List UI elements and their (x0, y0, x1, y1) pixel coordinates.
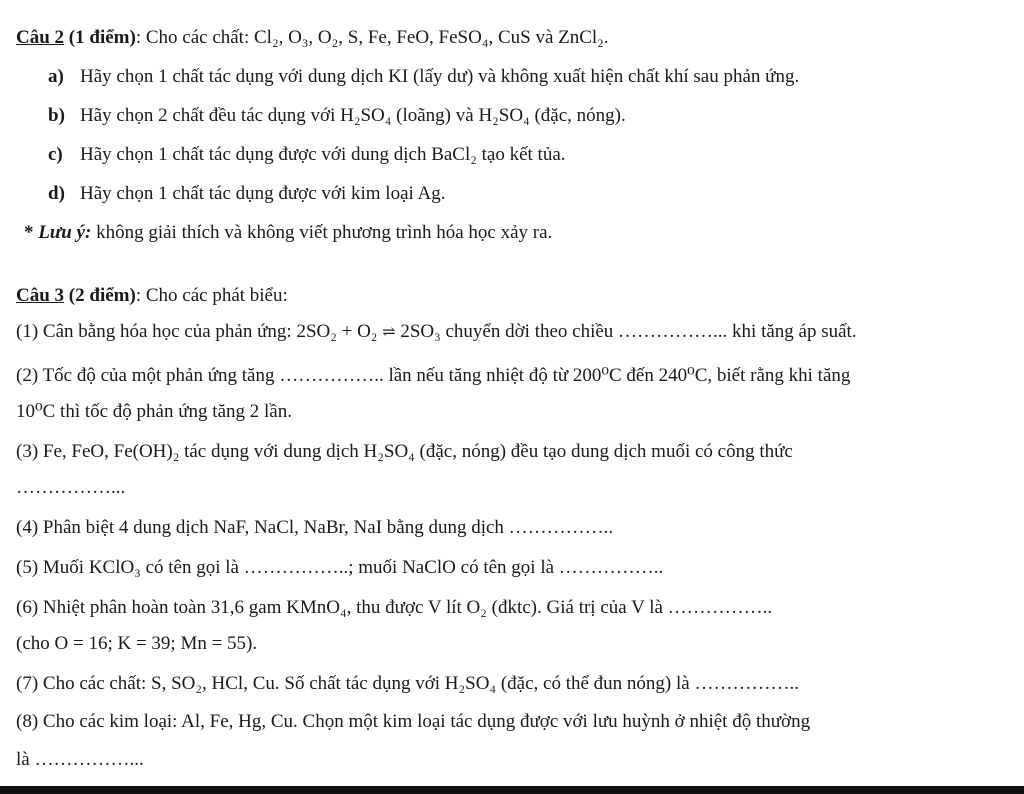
q2-item-label: c) (48, 144, 63, 165)
q3-statement-3a: (3) Fe, FeO, Fe(OH)₂ tác dụng với dung dịch H₂SO₄ (đặc, nóng) đều tạo dung dịch muối có công thức (16, 441, 793, 462)
s1-equation-left: 2SO₂ + O₂ (296, 321, 378, 342)
q2-item-b (48, 104, 626, 128)
q2-item-label: b) (48, 105, 65, 126)
q3-statement-4: (4) Phân biệt 4 dung dịch NaF, NaCl, NaBr, NaI bằng dung dịch …………….. (16, 517, 614, 538)
q3-points: (2 điểm) (68, 285, 136, 306)
q3-statement-5: (5) Muối KClO₃ có tên gọi là ……………..; muối NaClO có tên gọi là …………….. (16, 557, 664, 578)
note-text: không giải thích và không viết phương trình hóa học xảy ra. (91, 222, 553, 243)
q2-intro: : Cho các chất: Cl₂, O₃, O₂, S, Fe, FeO, FeSO₄, CuS và ZnCl₂. (135, 27, 609, 48)
s1-text-start: (1) Cân bằng hóa học của phản ứng: (16, 321, 297, 342)
q3-statement-6b: (cho O = 16; K = 39; Mn = 55). (16, 633, 258, 654)
q2-item-a (48, 65, 799, 89)
note-prefix: * (24, 222, 39, 243)
s1-text-end: chuyển dời theo chiều ……………... khi tăng áp suất. (440, 321, 857, 342)
q3-statement-8a: (8) Cho các kim loại: Al, Fe, Hg, Cu. Chọn một kim loại tác dụng được với lưu huỳnh ở nhiệt độ thường (16, 711, 811, 732)
q2-item-c (48, 143, 566, 167)
q2-item-label: a) (48, 66, 64, 87)
q2-item-text: Hãy chọn 1 chất tác dụng được với dung dịch BaCl₂ tạo kết tủa. (80, 144, 566, 165)
q3-statement-2a: (2) Tốc độ của một phản ứng tăng …………….. lần nếu tăng nhiệt độ từ 200⁰C đến 240⁰C, biết rằng khi tăng (16, 365, 851, 386)
q2-item-label: d) (48, 183, 65, 204)
q3-statement-7: (7) Cho các chất: S, SO₂, HCl, Cu. Số chất tác dụng với H₂SO₄ (đặc, có thể đun nóng) là …………….. (16, 673, 799, 694)
equilibrium-arrow-icon: ⇌ (382, 324, 396, 341)
q3-intro: : Cho các phát biểu: (135, 285, 288, 306)
q3-statement-2b: 10⁰C thì tốc độ phản ứng tăng 2 lần. (16, 401, 292, 422)
bottom-border (0, 786, 1024, 794)
q3-title: Câu 3 (16, 285, 65, 306)
q3-statement-1 (16, 320, 857, 345)
q2-item-text: Hãy chọn 1 chất tác dụng được với kim loại Ag. (80, 183, 446, 204)
q2-points: (1 điểm) (68, 27, 136, 48)
s1-equation-right: 2SO₃ (400, 321, 441, 342)
q2-heading (16, 26, 609, 50)
note-label: Lưu ý: (38, 222, 92, 243)
q3-statement-8b: là ……………... (16, 749, 144, 770)
q2-item-text: Hãy chọn 2 chất đều tác dụng với H₂SO₄ (loãng) và H₂SO₄ (đặc, nóng). (80, 105, 626, 126)
q2-note (24, 221, 552, 245)
q2-item-text: Hãy chọn 1 chất tác dụng với dung dịch KI (lấy dư) và không xuất hiện chất khí sau phản ứng. (80, 66, 800, 87)
q3-heading (16, 284, 288, 308)
q3-statement-3b: ……………... (16, 477, 126, 498)
q2-item-d (48, 182, 445, 206)
q2-title: Câu 2 (16, 27, 65, 48)
q3-statement-6a: (6) Nhiệt phân hoàn toàn 31,6 gam KMnO₄, thu được V lít O₂ (đktc). Giá trị của V là …………….. (16, 597, 773, 618)
